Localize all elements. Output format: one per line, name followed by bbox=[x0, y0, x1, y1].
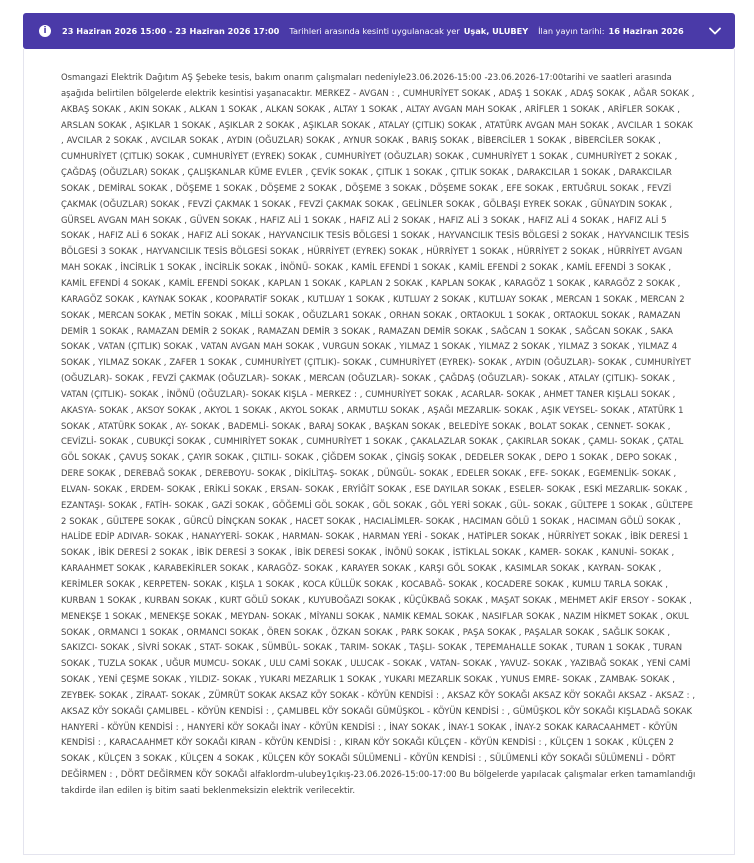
published-date: 16 Haziran 2026 bbox=[608, 26, 684, 36]
chevron-down-icon[interactable] bbox=[705, 21, 725, 41]
outage-location-label: Tarihleri arasında kesinti uygulanacak yer bbox=[289, 26, 460, 36]
info-icon: i bbox=[39, 25, 51, 37]
outage-notice-header[interactable] bbox=[23, 13, 735, 49]
outage-notice-body bbox=[23, 49, 735, 855]
published-label: İlan yayın tarihi: bbox=[538, 26, 605, 36]
outage-date-range: 23 Haziran 2026 15:00 - 23 Haziran 2026 17:00 bbox=[62, 26, 280, 36]
outage-details-text: Osmangazi Elektrik Dağıtım AŞ Şebeke tesis, bakım onarım çalışmaları nedeniyle23.06.2026-15:00 -23.06.2026-17:00tarihi ve saatleri arasında aşağıda belirtilen bölgelerde elektrik kesintisi yaşanacaktır. MERKEZ - AVGAN : , CUMHURİYET SOKAK , ADAŞ 1 SOKAK , ADAŞ SOKAK , AĞAR SOKAK , AKBAŞ SOKAK , AKIN SOKAK , ALKAN 1 SOKAK , ALKAN SOKAK , ALTAY 1 SOKAK , ALTAY AVGAN MAH SOKAK , ARİFLER 1 SOKAK , ARİFLER SOKAK , ARSLAN SOKAK , AŞIKLAR 1 SOKAK , AŞIKLAR 2 SOKAK , AŞIKLAR SOKAK , ATALAY (ÇITLIK) SOKAK , ATATÜRK AVGAN MAH SOKAK , AVCILAR 1 SOKAK , AVCILAR 2 SOKAK , AVCILAR SOKAK , AYDIN (OĞUZLAR) SOKAK , AYNUR SOKAK , BARIŞ SOKAK , BİBERCİLER 1 SOKAK , BİBERCİLER SOKAK , CUMHURİYET (ÇITLIK) SOKAK , CUMHURİYET (EYREK) SOKAK , CUMHURİYET (OĞUZLAR) SOKAK , CUMHURİYET 1 SOKAK , CUMHURİYET 2 SOKAK , ÇAĞDAŞ (OĞUZLAR) SOKAK , ÇALIŞKANLAR KÜME EVLER , ÇEVİK SOKAK , ÇITLIK 1 SOKAK , ÇITLIK SOKAK , DARAKCILAR 1 SOKAK , DARAKCILAR SOKAK , DEMİRAL SOKAK , DÖŞEME 1 SOKAK , DÖŞEME 2 SOKAK , DÖŞEME 3 SOKAK , DÖŞEME SOKAK , EFE SOKAK , ERTUĞRUL SOKAK , FEVZİ ÇAKMAK (OĞUZLAR) SOKAK , FEVZİ ÇAKMAK 1 SOKAK , FEVZİ ÇAKMAK SOKAK , GELİNLER SOKAK , GÖLBAŞI EYREK SOKAK , GÜNAYDIN SOKAK , GÜRSEL AVGAN MAH SOKAK , GÜVEN SOKAK , HAFIZ ALİ 1 SOKAK , HAFIZ ALİ 2 SOKAK , HAFIZ ALİ 3 SOKAK , HAFIZ ALİ 4 SOKAK , HAFIZ ALİ 5 SOKAK , HAFIZ ALİ 6 SOKAK , HAFIZ ALİ SOKAK , HAYVANCILIK TESİS BÖLGESİ 1 SOKAK , HAYVANCILIK TESİS BÖLGESİ 2 SOKAK , HAYVANCILIK TESİS BÖLGESİ 3 SOKAK , HAYVANCILIK TESİS BÖLGESİ SOKAK , HÜRRİYET (EYREK) SOKAK , HÜRRİYET 1 SOKAK , HÜRRİYET 2 SOKAK , HÜRRİYET AVGAN MAH SOKAK , İNCİRLİK 1 SOKAK , İNCİRLİK SOKAK , İNÖNÜ- SOKAK , KAMİL EFENDİ 1 SOKAK , KAMİL EFENDİ 2 SOKAK , KAMİL EFENDİ 3 SOKAK , KAMİL EFENDİ 4 SOKAK , KAMİL EFENDİ SOKAK , KAPLAN 1 SOKAK , KAPLAN 2 SOKAK , KAPLAN SOKAK , KARAGÖZ 1 SOKAK , KARAGÖZ 2 SOKAK , KARAGÖZ SOKAK , KAYNAK SOKAK , KOOPARATİF SOKAK , KUTLUAY 1 SOKAK , KUTLUAY 2 SOKAK , KUTLUAY SOKAK , MERCAN 1 SOKAK , MERCAN 2 SOKAK , MERCAN SOKAK , METİN SOKAK , MİLLİ SOKAK , OĞUZLAR1 SOKAK , ORHAN SOKAK , ORTAOKUL 1 SOKAK , ORTAOKUL SOKAK , RAMAZAN DEMİR 1 SOKAK , RAMAZAN DEMİR 2 SOKAK , RAMAZAN DEMİR 3 SOKAK , RAMAZAN DEMİR SOKAK , SAĞCAN 1 SOKAK , SAĞCAN SOKAK , SAKA SOKAK , VATAN (ÇITLIK) SOKAK , VATAN AVGAN MAH SOKAK , VURGUN SOKAK , YILMAZ 1 SOKAK , YILMAZ 2 SOKAK , YILMAZ 3 SOKAK , YILMAZ 4 SOKAK , YILMAZ SOKAK , ZAFER 1 SOKAK , CUMHURİYET (ÇITLIK)- SOKAK , CUMHURİYET (EYREK)- SOKAK , AYDIN (OĞUZLAR)- SOKAK , CUMHURİYET (OĞUZLAR)- SOKAK , FEVZİ ÇAKMAK (OĞUZLAR)- SOKAK , MERCAN (OĞUZLAR)- SOKAK , ÇAĞDAŞ (OĞUZLAR)- SOKAK , ATALAY (ÇITLIK)- SOKAK , VATAN (ÇITLIK)- SOKAK , İNÖNÜ (OĞUZLAR)- SOKAK KIŞLA - MERKEZ : , CUMHURİYET SOKAK , ACARLAR- SOKAK , AHMET TANER KIŞLALI SOKAK , AKASYA- SOKAK , AKSOY SOKAK , AKYOL 1 SOKAK , AKYOL SOKAK , ARMUTLU SOKAK , AŞAĞI MEZARLIK- SOKAK , AŞIK VEYSEL- SOKAK , ATATÜRK 1 SOKAK , ATATÜRK SOKAK , AY- SOKAK , BADEMLİ- SOKAK , BARAJ SOKAK , BAŞKAN SOKAK , BELEDİYE SOKAK , BOLAT SOKAK , CENNET- SOKAK , CEVİZLİ- SOKAK , CUBUKÇİ SOKAK , CUMHIRİYET SOKAK , CUMHURİYET 1 SOKAK , ÇAKALAZLAR SOKAK , ÇAKIRLAR SOKAK , ÇAMLI- SOKAK , ÇATAL GÖL SOKAK , ÇAVUŞ SOKAK , ÇAYIR SOKAK , ÇILTILI- SOKAK , ÇİĞDEM SOKAK , ÇİNGİŞ SOKAK , DEDELER SOKAK , DEPO 1 SOKAK , DEPO SOKAK , DERE SOKAK , DEREBAĞ SOKAK , DEREBOYU- SOKAK , DİKİLİTAŞ- SOKAK , DÜNGÜL- SOKAK , EDELER SOKAK , EFE- SOKAK , EGEMENLİK- SOKAK , ELVAN- SOKAK , ERDEM- SOKAK , ERİKLİ SOKAK , ERSAN- SOKAK , ERYİĞİT SOKAK , ESE DAYILAR SOKAK , ESELER- SOKAK , ESKİ MEZARLIK- SOKAK , EZANTAŞI- SOKAK , FATİH- SOKAK , GAZİ SOKAK , GÖĞEMLİ GÖL SOKAK , GÖL SOKAK , GÖL YERİ SOKAK , GÜL- SOKAK , GÜLTEPE 1 SOKAK , GÜLTEPE 2 SOKAK , GÜLTEPE SOKAK , GÜRCÜ DİNÇKAN SOKAK , HACET SOKAK , HACIALİMLER- SOKAK , HACIMAN GÖLÜ 1 SOKAK , HACIMAN GÖLÜ SOKAK , HALİDE EDİP ADIVAR- SOKAK , HANAYYERİ- SOKAK , HARMAN- SOKAK , HARMAN YERİ - SOKAK , HATİPLER SOKAK , HÜRRİYET SOKAK , İBİK DERESİ 1 SOKAK , İBİK DERESİ 2 SOKAK , İBİK DERESİ 3 SOKAK , İBİK DERESİ SOKAK , İNÖNÜ SOKAK , İSTİKLAL SOKAK , KAMER- SOKAK , KANUNİ- SOKAK , KARAAHMET SOKAK , KARABEKİRLER SOKAK , KARAGÖZ- SOKAK , KARAYER SOKAK , KARŞI GÖL SOKAK , KASIMLAR SOKAK , KAYRAN- SOKAK , KERİMLER SOKAK , KERPETEN- SOKAK , KIŞLA 1 SOKAK , KOCA KÜLLÜK SOKAK , KOCABAĞ- SOKAK , KOCADERE SOKAK , KUMLU TARLA SOKAK , KURBAN 1 SOKAK , KURBAN SOKAK , KURT GÖLÜ SOKAK , KUYUBOĞAZI SOKAK , KÜÇÜKBAĞ SOKAK , MAŞAT SOKAK , MEHMET AKİF ERSOY - SOKAK , MENEKŞE 1 SOKAK , MENEKŞE SOKAK , MEYDAN- SOKAK , MİYANLI SOKAK , NAMIK KEMAL SOKAK , NASIFLAR SOKAK , NAZIM HİKMET SOKAK , OKUL SOKAK , ORMANCI 1 SOKAK , ORMANCI SOKAK , ÖREN SOKAK , ÖZKAN SOKAK , PARK SOKAK , PAŞA SOKAK , PAŞALAR SOKAK , SAĞLIK SOKAK , SAKIZCI- SOKAK , SİVRİ SOKAK , STAT- SOKAK , SÜMBÜL- SOKAK , TARIM- SOKAK , TAŞLI- SOKAK , TEPEMAHALLE SOKAK , TURAN 1 SOKAK , TURAN SOKAK , TUZLA SOKAK , UĞUR MUMCU- SOKAK , ULU CAMİ SOKAK , ULUCAK - SOKAK , VATAN- SOKAK , YAVUZ- SOKAK , YAZIBAĞ SOKAK , YENİ CAMİ SOKAK , YENİ ÇEŞME SOKAK , YILDIZ- SOKAK , YUKARI MEZARLIK 1 SOKAK , YUKARI MEZARLIK SOKAK , YUNUS EMRE- SOKAK , ZAMBAK- SOKAK , ZEYBEK- SOKAK , ZİRAAT- SOKAK , ZÜMRÜT SOKAK AKSAZ KÖY SOKAK - KÖYÜN KENDİSİ : , AKSAZ KÖY SOKAĞI AKSAZ KÖY SOKAĞI AKSAZ - AKSAZ : , AKSAZ KÖY SOKAĞI ÇAMLIBEL - KÖYÜN KENDİSİ : , ÇAMLIBEL KÖY SOKAĞI GÜMÜŞKOL - KÖYÜN KENDİSİ : , GÜMÜŞKOL KÖY SOKAĞI KIŞLADAĞ SOKAK HANYERİ - KÖYÜN KENDİSİ : , HANYERİ KÖY SOKAĞI İNAY - KÖYÜN KENDİSİ : , İNAY SOKAK , İNAY-1 SOKAK , İNAY-2 SOKAK KARACAAHMET - KÖYÜN KENDİSİ : , KARACAAHMET KÖY SOKAĞI KIRAN - KÖYÜN KENDİSİ : , KIRAN KÖY SOKAĞI KÜLÇEN - KÖYÜN KENDİSİ : , KÜLÇEN 1 SOKAK , KÜLÇEN 2 SOKAK , KÜLÇEN 3 SOKAK , KÜLÇEN 4 SOKAK , KÜLÇEN KÖY SOKAĞI SÜLÜMENLİ - KÖYÜN KENDİSİ : , SÜLÜMENLİ KÖY SOKAĞI SÜLÜMENLİ - DÖRT DEĞİRMEN : , DÖRT DEĞİRMEN KÖY SOKAĞI alfaklordm-ulubey1çıkış-23.06.2026-15:00-17:00 Bu bölgelerde yapılacak çalışmalar erken tamamlandığı takdirde ilan edilen iş bitim saati beklenmeksizin elektrik verilecektir. bbox=[61, 72, 696, 795]
outage-location: Uşak, ULUBEY bbox=[463, 26, 529, 36]
